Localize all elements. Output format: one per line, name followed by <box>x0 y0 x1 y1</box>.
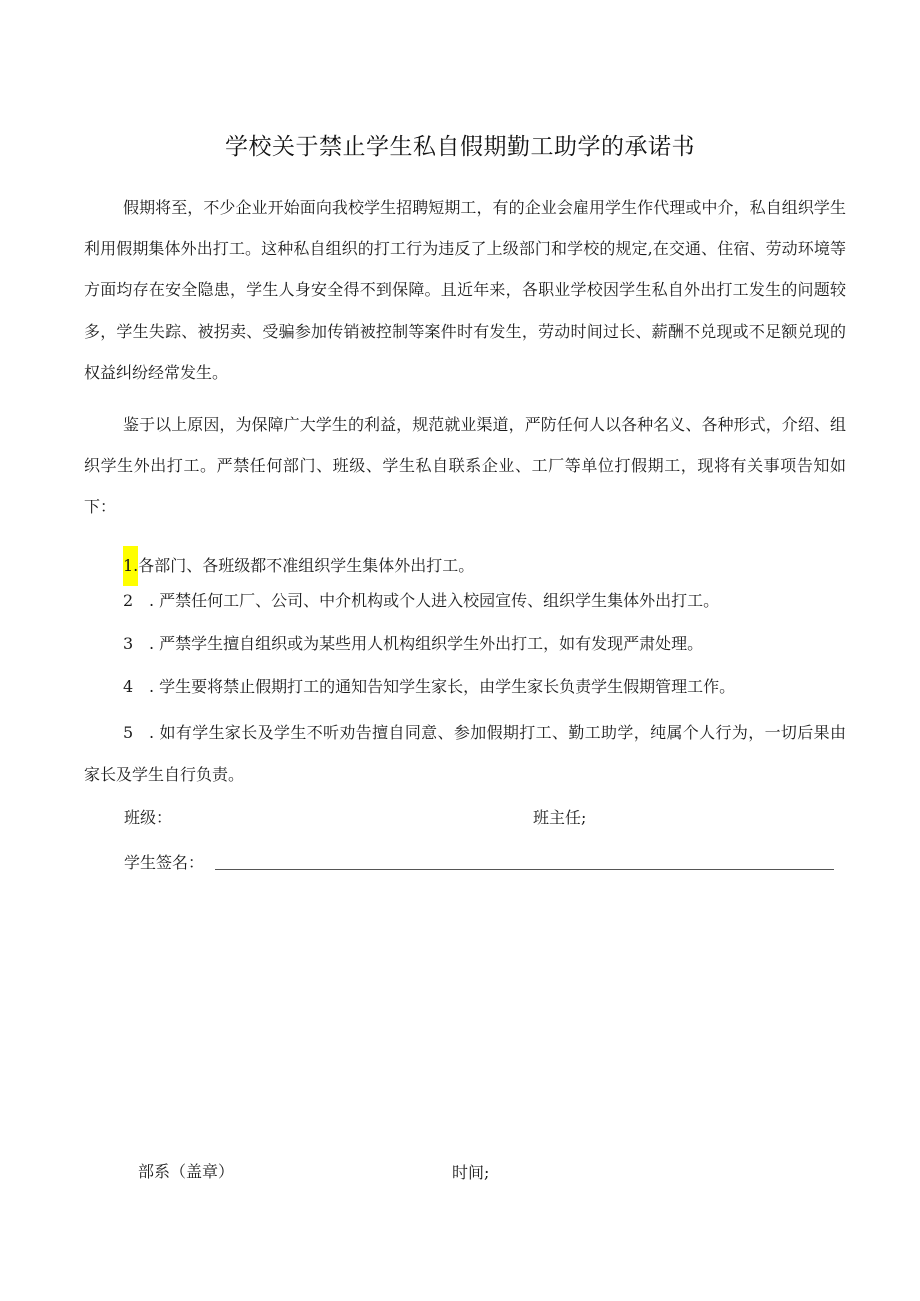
rule-text: 各部门、各班级都不准组织学生集体外出打工。 <box>138 556 475 575</box>
document-title: 学校关于禁止学生私自假期勤工助学的承诺书 <box>225 134 695 160</box>
rule-item-1 <box>123 546 474 586</box>
rule-number: 4 <box>123 677 134 696</box>
rule-number: 3 <box>123 634 134 653</box>
rule-item-5 <box>84 712 846 796</box>
intro-paragraph: 假期将至，不少企业开始面向我校学生招聘短期工，有的企业会雇用学生作代理或中介，私自组织学生利用假期集体外出打工。这种私自组织的打工行为违反了上级部门和学校的规定,在交通、住宿、劳动环境等方面均存在安全隐患，学生人身安全得不到保障。且近年来，各职业学校因学生私自外出打工发生的问题较多，学生失踪、被拐卖、受骗参加传销被控制等案件时有发生，劳动时间过长、薪酬不兑现或不足额兑现的权益纠纷经常发生。 <box>84 198 846 382</box>
rule-text: . 如有学生家长及学生不听劝告擅自同意、参加假期打工、勤工助学，纯属个人行为，一切后果由家长及学生自行负责。 <box>84 723 846 784</box>
student-signature-label: 学生签名： <box>124 853 205 872</box>
signature-line[interactable] <box>215 869 834 870</box>
rule-item-3 <box>123 634 703 654</box>
department-seal-label: 部系（盖章） <box>138 1162 235 1181</box>
rule-item-2 <box>123 591 719 611</box>
rule-text: . 严禁任何工厂、公司、中介机构或个人进入校园宣传、组织学生集体外出打工。 <box>149 591 720 610</box>
time-label: 时间; <box>452 1163 490 1182</box>
reason-paragraph: 鉴于以上原因，为保障广大学生的利益，规范就业渠道，严防任何人以各种名义、各种形式，介绍、组织学生外出打工。严禁任何部门、班级、学生私自联系企业、工厂等单位打假期工，现将有关事项告知如下： <box>84 415 846 517</box>
class-label: 班级： <box>124 808 173 827</box>
rule-text: . 学生要将禁止假期打工的通知告知学生家长，由学生家长负责学生假期管理工作。 <box>149 677 736 696</box>
rule-text: . 严禁学生擅自组织或为某些用人机构组织学生外出打工，如有发现严肃处理。 <box>149 634 704 653</box>
rule-number: 2 <box>123 591 134 610</box>
head-teacher-label: 班主任; <box>533 808 587 827</box>
rule-number: 5 <box>123 723 134 742</box>
rule-item-4 <box>123 677 735 697</box>
rule-number-highlighted: 1. <box>123 546 138 586</box>
